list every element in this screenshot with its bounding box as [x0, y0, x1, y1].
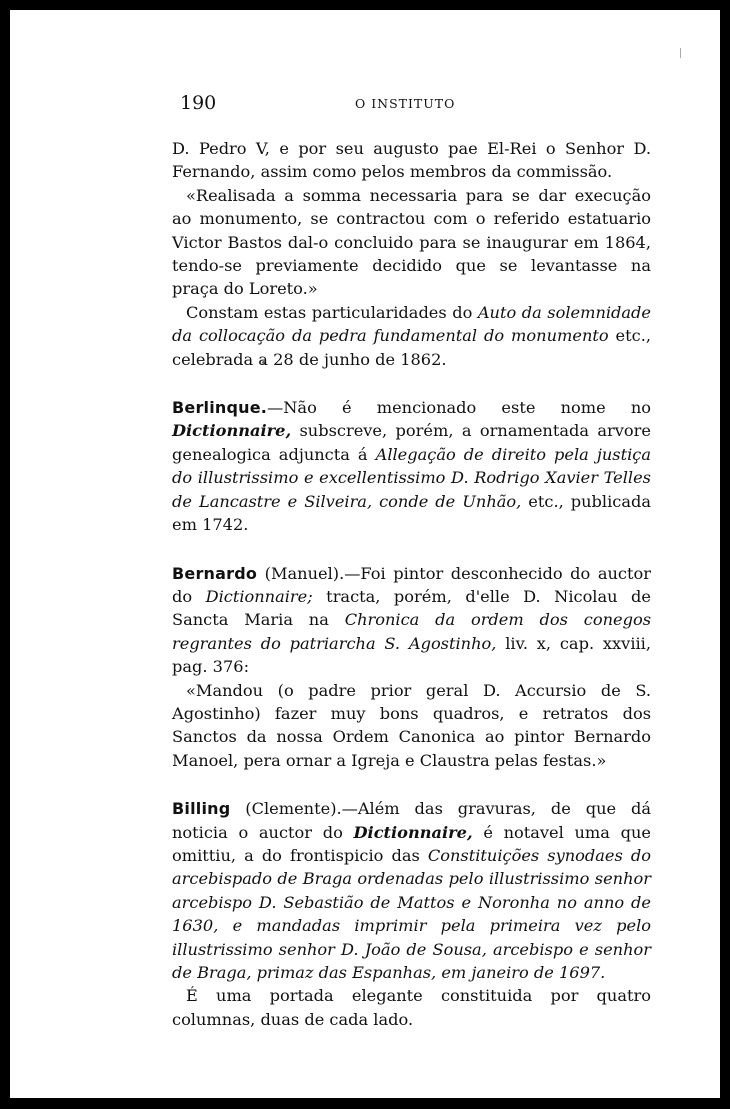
running-head: [170, 92, 660, 122]
bernardo-dictionnaire: Dictionnaire;: [205, 586, 313, 606]
entry-billing: [172, 797, 651, 984]
journal-title: O INSTITUTO: [355, 96, 456, 111]
berlinque-text-5: etc., publicada em 1742.: [172, 491, 651, 535]
billing-text-3: é notavel uma que omittiu, a do frontispicio das: [172, 822, 651, 865]
bernardo-text-5: liv. x, cap. xxviii, pag. 376:: [172, 633, 651, 677]
bernardo-chronica-title: Chronica da ordem dos conegos regrantes do patriarcha S. Agostinho,: [172, 610, 651, 653]
entry-head-bernardo: Bernardo: [172, 563, 258, 583]
book-page: [10, 10, 720, 1098]
billing-dictionnaire: Dictionnaire,: [353, 822, 473, 842]
body-text: [172, 137, 651, 1031]
edge-mark: [680, 48, 681, 58]
intro-p3-text-c: etc., celebrada a 28 de junho de 1862.: [172, 326, 652, 369]
billing-paragraph-2: É uma portada elegante constituida por quatro columnas, duas de cada lado.: [172, 986, 651, 1029]
entry-head-berlinque: Berlinque.: [172, 398, 268, 418]
entry-head-billing: Billing: [172, 799, 231, 819]
bernardo-quote: «Mandou (o padre prior geral D. Accursio de S. Agostinho) fazer muy bons quadros, e retratos dos Sanctos da nossa Ordem Canonica ao pintor Bernardo Manoel, pera ornar a Igreja e Claustra pelas festas.»: [172, 680, 651, 770]
auto-title: Auto da solemnidade da collocação da pedra fundamental do monumento: [172, 302, 652, 346]
entry-berlinque: [172, 396, 651, 536]
entry-bernardo: [172, 562, 651, 679]
page-number: 190: [180, 92, 217, 114]
bernardo-text-3: tracta, porém, d'elle D. Nicolau de Sancta Maria na: [172, 586, 651, 630]
intro-paragraph-1: D. Pedro V, e por seu augusto pae El-Rei o Senhor D. Fernando, assim como pelos membros da commissão.: [172, 139, 651, 182]
intro-paragraph-2: «Realisada a somma necessaria para se dar execução ao monumento, se contractou com o referido estatuario Victor Bastos dal-o concluido para se inaugurar em 1864, tendo-se previamente decidido que se levantasse na praça do Loreto.»: [172, 185, 651, 299]
bernardo-text-1: (Manuel).—Foi pintor desconhecido do auctor do: [172, 563, 651, 606]
billing-text-1: (Clemente).—Além das gravuras, de que dá noticia o auctor do: [172, 799, 651, 842]
billing-constituicoes-title: Constituições synodaes do arcebispado de Braga ordenadas pelo illustrissimo senhor arcebispo D. Sebastião de Mattos e Noronha no anno de 1630, e mandadas imprimir pela primeira vez pelo illustrissimo senhor D. João de Sousa, arcebispo e senhor de Braga, primaz das Espanhas, em janeiro de 1697.: [172, 845, 651, 982]
berlinque-text-1: —Não é mencionado este nome no: [267, 398, 651, 418]
berlinque-dictionnaire: Dictionnaire,: [172, 421, 292, 441]
berlinque-allegacao-title: Allegação de direito pela justiça do illustrissimo e excellentissimo D. Rodrigo Xavier Telles de Lancastre e Silveira, conde de Unhão,: [172, 444, 651, 511]
intro-paragraph-3: [172, 301, 651, 371]
intro-p3-text-a: Constam estas particularidades do: [186, 302, 478, 322]
berlinque-text-3: subscreve, porém, a ornamentada arvore genealogica adjuncta á: [172, 421, 651, 464]
